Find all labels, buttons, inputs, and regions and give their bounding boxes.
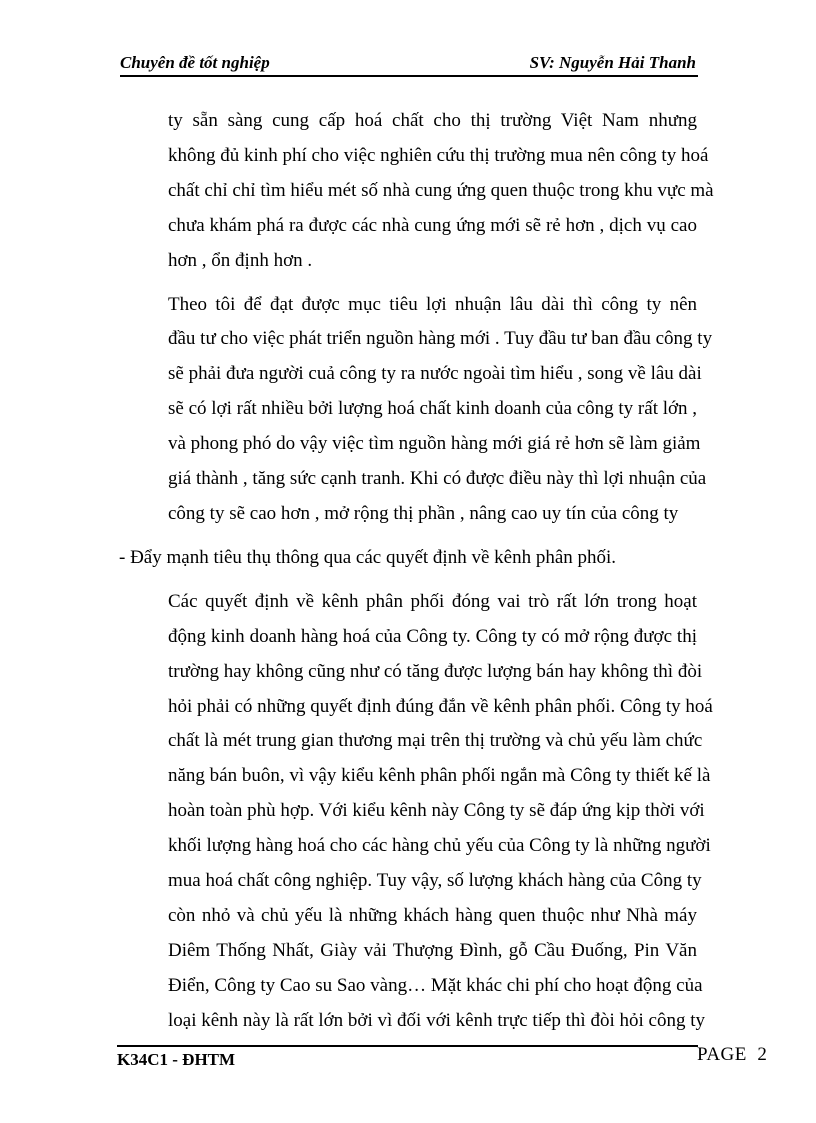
document-body (119, 104, 714, 1039)
text-line: Điển, Công ty Cao su Sao vàng… Mặt khác chi phí cho hoạt động của (168, 974, 703, 996)
text-line: chất chỉ chỉ tìm hiểu mét số nhà cung ứng quen thuộc trong khu vực mà (168, 179, 714, 201)
footer-rule (117, 1045, 698, 1047)
text-line: hoàn toàn phù hợp. Với kiểu kênh này Công ty sẽ đáp ứng kịp thời với (168, 800, 705, 822)
header-student-name: SV: Nguyễn Hải Thanh (529, 53, 696, 72)
text-line: mua hoá chất công nghiệp. Tuy vậy, số lượng khách hàng của Công ty (168, 870, 702, 892)
header-rule (120, 75, 698, 77)
text-line: đầu tư cho việc phát triển nguồn hàng mới . Tuy đầu tư ban đầu công ty (168, 328, 713, 350)
page-header (120, 51, 698, 77)
text-line: hơn , ổn định hơn . (168, 249, 313, 271)
text-line: không đủ kinh phí cho việc nghiên cứu thị trường mua nên công ty hoá (168, 144, 709, 166)
header-course-title: Chuyên đề tốt nghiệp (120, 53, 270, 72)
text-line: chất là mét trung gian thương mại trên thị trường và chủ yếu làm chức (168, 730, 703, 752)
paragraph-2 (119, 288, 713, 532)
text-line: chưa khám phá ra được các nhà cung ứng mới sẽ rẻ hơn , dịch vụ cao (168, 214, 697, 236)
text-line: công ty sẽ cao hơn , mở rộng thị phần , nâng cao uy tín của công ty (168, 502, 679, 524)
text-line: còn nhỏ và chủ yếu là những khách hàng quen thuộc như Nhà máy (168, 904, 697, 926)
text-line: sẽ phải đưa người cuả công ty ra nước ngoài tìm hiểu , song về lâu dài (168, 363, 702, 385)
page-number-value: 2 (757, 1044, 768, 1065)
page-label: PAGE (697, 1044, 747, 1065)
text-line: hỏi phải có những quyết định đúng đắn về kênh phân phối. Công ty hoá (168, 695, 713, 717)
bullet-heading (119, 541, 697, 576)
text-line: Diêm Thống Nhất, Giày vải Thượng Đình, gỗ Cầu Đuống, Pin Văn (168, 939, 697, 961)
text-line: trường hay không cũng như có tăng được lượng bán hay không thì đòi (168, 660, 703, 682)
text-line: và phong phó do vậy việc tìm nguồn hàng mới giá rẻ hơn sẽ làm giảm (168, 433, 701, 455)
paragraph-3 (119, 585, 713, 1039)
text-line: loại kênh này là rất lớn bởi vì đối với kênh trực tiếp thì đòi hỏi công ty (168, 1009, 705, 1031)
text-line: Các quyết định về kênh phân phối đóng vai trò rất lớn trong hoạt (168, 590, 697, 612)
text-line: sẽ có lợi rất nhiều bởi lượng hoá chất kinh doanh của công ty rất lớn , (168, 398, 698, 420)
footer-class-code: K34C1 - ĐHTM (117, 1050, 236, 1069)
text-line: ty sẵn sàng cung cấp hoá chất cho thị trường Việt Nam nhưng (168, 110, 697, 131)
paragraph-1 (119, 104, 714, 279)
text-line: khối lượng hàng hoá cho các hàng chủ yếu của Công ty là những người (168, 835, 711, 857)
text-line: Theo tôi để đạt được mục tiêu lợi nhuận lâu dài thì công ty nên (168, 293, 697, 315)
page-number (697, 1044, 767, 1066)
text-line: động kinh doanh hàng hoá của Công ty. Công ty có mở rộng được thị (168, 625, 697, 647)
text-line: năng bán buôn, vì vậy kiểu kênh phân phối ngắn mà Công ty thiết kế là (168, 765, 711, 787)
text-line: - Đẩy mạnh tiêu thụ thông qua các quyết định về kênh phân phối. (119, 546, 617, 568)
text-line: giá thành , tăng sức cạnh tranh. Khi có được điều này thì lợi nhuận của (168, 468, 707, 490)
